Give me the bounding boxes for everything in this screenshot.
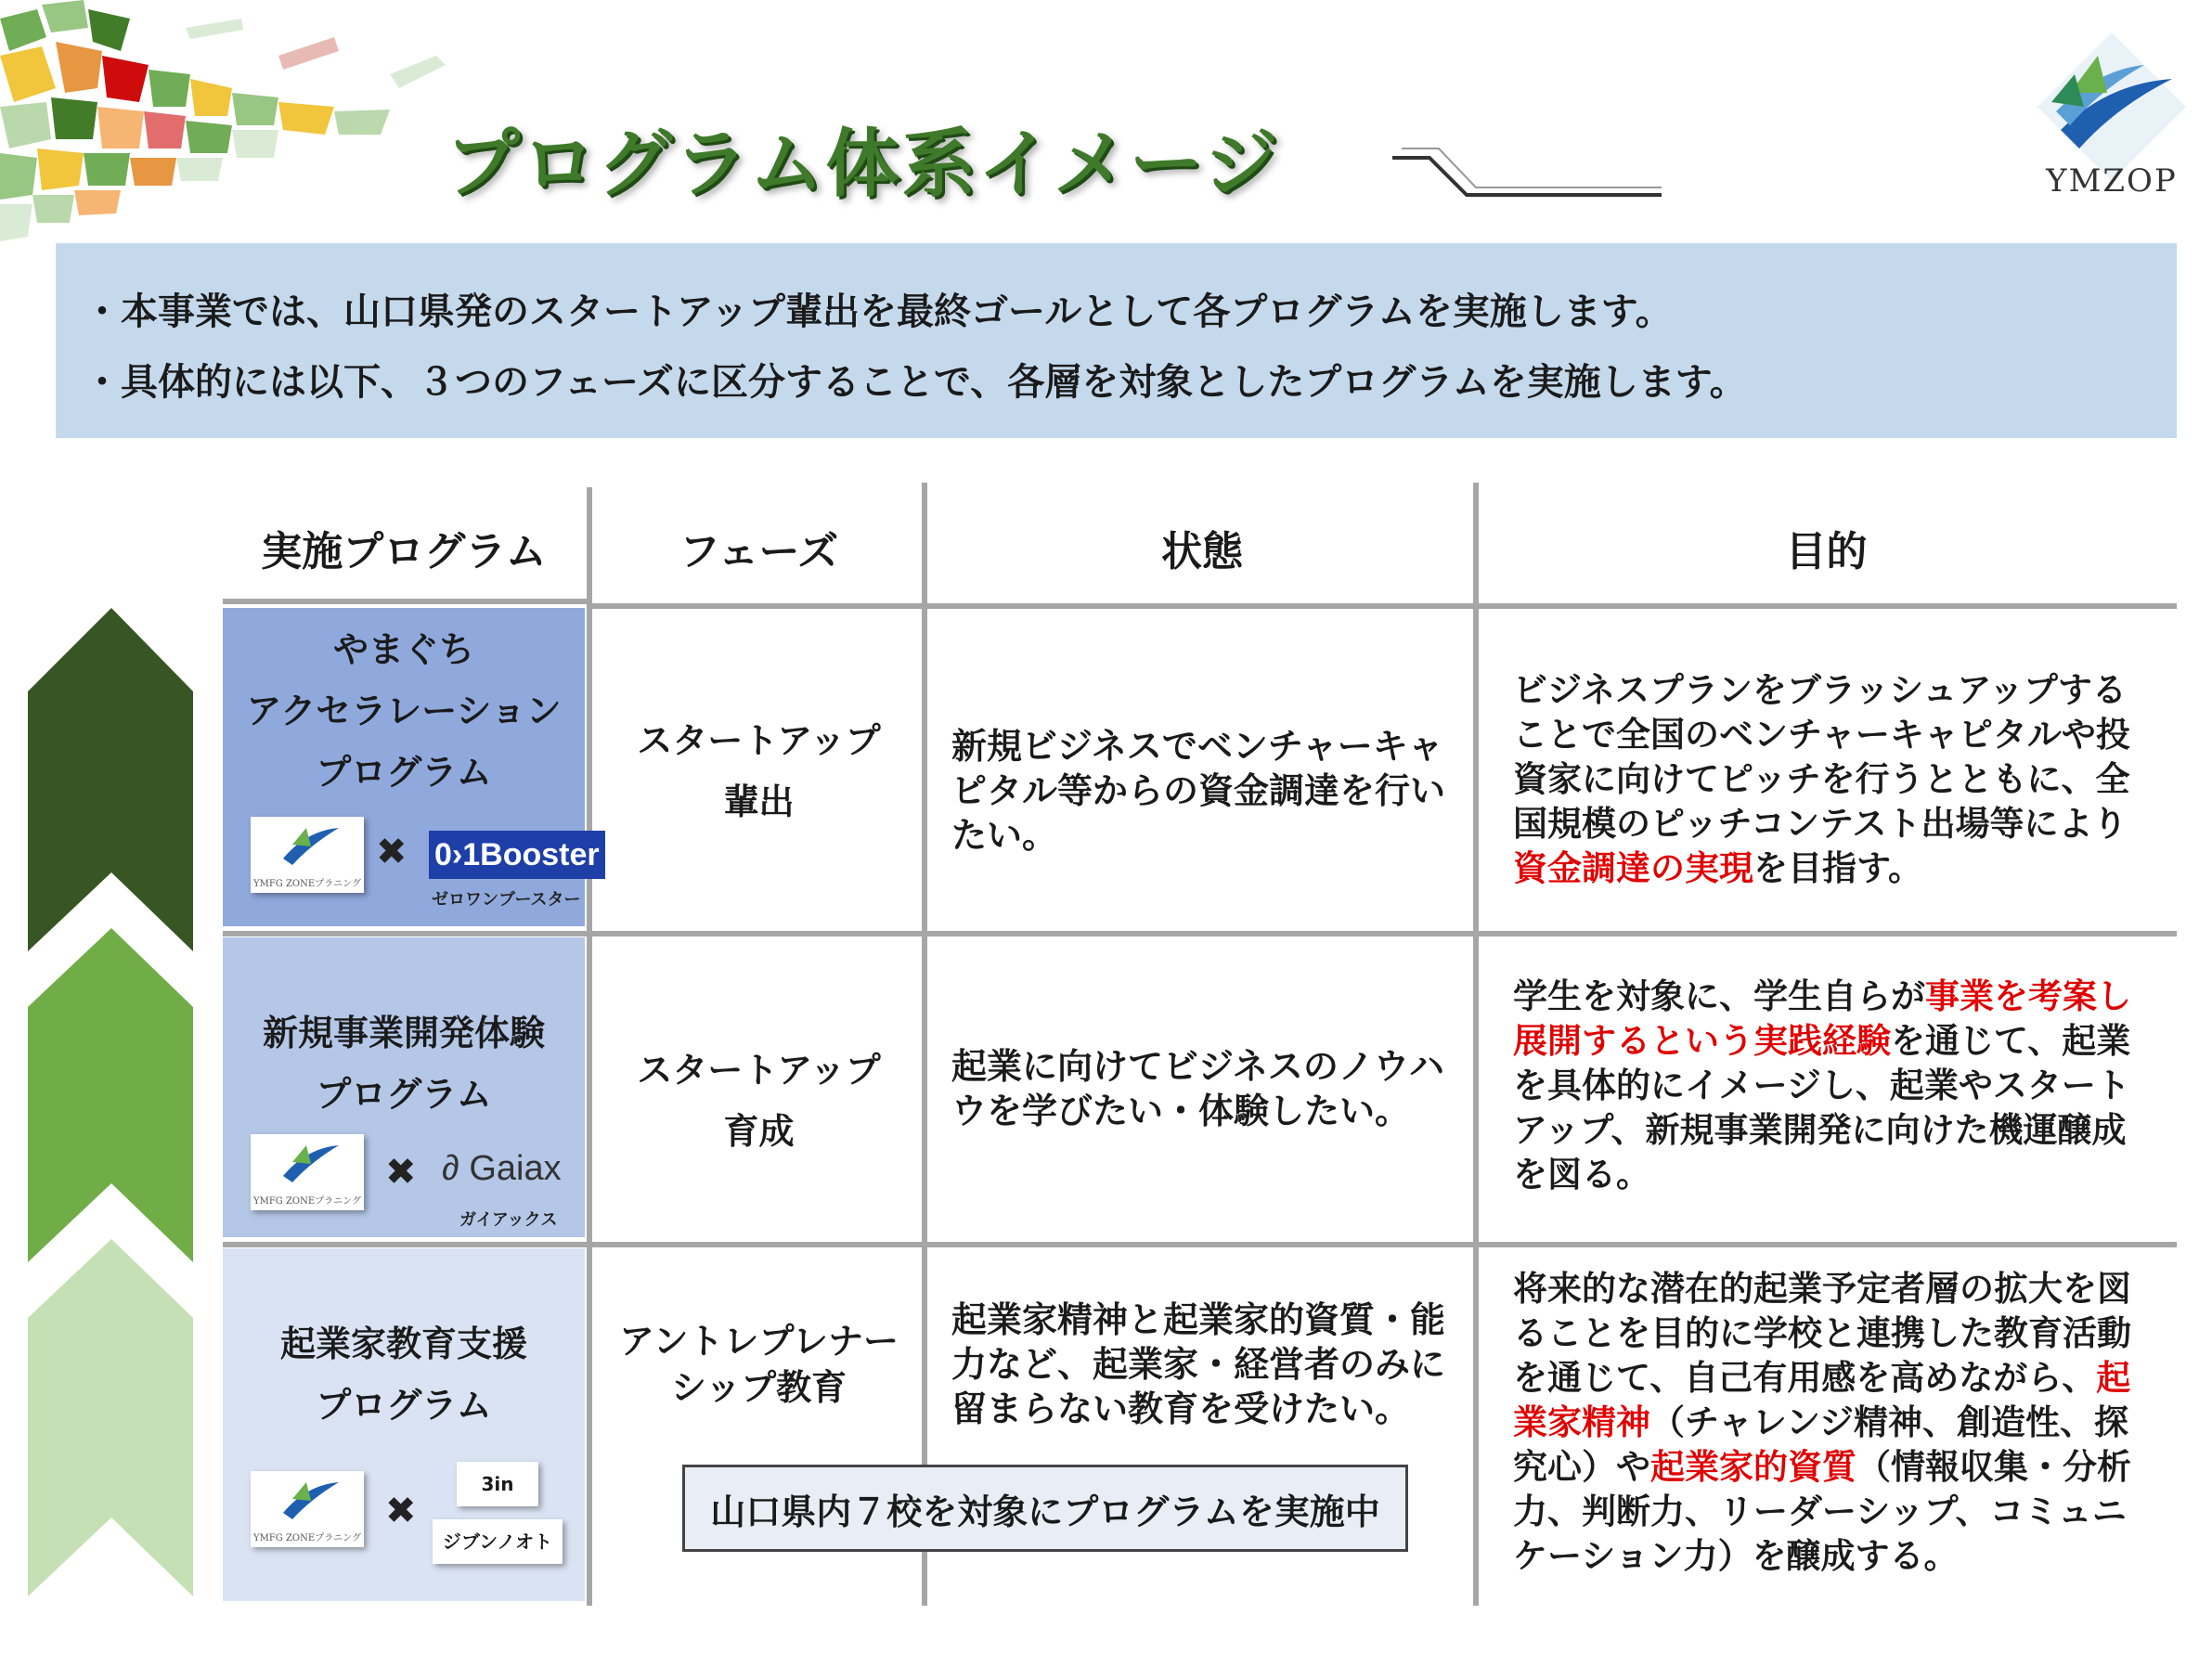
partner-caption: ガイアックス <box>459 1210 558 1230</box>
ymfg-logo: YMFG ZONEプラニング <box>251 817 364 893</box>
ymfg-logo: YMFG ZONEプラニング <box>251 1471 364 1547</box>
program-cell-1 <box>223 608 600 926</box>
program-name-line: 起業家教育支援 <box>279 1324 527 1364</box>
decorative-mosaic <box>0 0 483 278</box>
arrow-3 <box>28 1239 193 1596</box>
phase-cell-1: スタートアップ 輩出 <box>637 720 881 822</box>
purpose-cell-3: 将来的な潜在的起業予定者層の拡大を図ることを目的に学校と連携した教育活動を通じて、自己有用感を高めながら、起業家精神（チャレンジ精神、創造性、探究心）や起業家的資質（情報収集・分析力、判断力、リーダーシップ、コミュニケーション力）を醸成する。 <box>1513 1269 2131 1576</box>
grid-line <box>587 487 592 1606</box>
title-underline <box>1392 139 1662 213</box>
summary-line-2: ・具体的には以下、３つのフェーズに区分することで、各層を対象としたプログラムを実施します。 <box>84 361 1747 404</box>
times-icon: ✖ <box>385 1490 417 1532</box>
times-icon: ✖ <box>376 831 407 873</box>
arrow-2 <box>28 928 193 1262</box>
arrow-1 <box>28 608 193 951</box>
ymfg-logo: YMFG ZONEプラニング <box>251 1134 364 1210</box>
program-name-line: やまぐち <box>332 629 474 670</box>
logo-text: YMZOP <box>2046 162 2178 200</box>
partner-logo-gaiax: ∂ Gaiax <box>442 1149 562 1188</box>
header-program: 実施プログラム <box>261 528 547 575</box>
page-title: プログラム体系イメージ <box>446 121 1280 207</box>
partner-logo-booster: 0›1Booster <box>429 831 605 879</box>
program-cell-2 <box>223 937 585 1237</box>
phase-arrows <box>28 608 195 1601</box>
program-name-line: アクセラレーション <box>246 691 562 731</box>
header-state: 状態 <box>1161 528 1243 575</box>
grid-line <box>589 603 2177 609</box>
program-name-line: プログラム <box>316 1074 492 1115</box>
notice-box: 山口県内７校を対象にプログラムを実施中 <box>682 1465 1408 1552</box>
purpose-cell-2: 学生を対象に、学生自らが事業を考案し展開するという実践経験を通じて、起業を具体的にイメージし、起業やスタートアップ、新規事業開発に向けた機運醸成を図る。 <box>1513 976 2131 1195</box>
program-name-line: 新規事業開発体験 <box>262 1013 545 1053</box>
grid-line <box>223 931 2177 936</box>
partner-logo-3in: 3in <box>457 1462 538 1506</box>
header-phase: フェーズ <box>679 528 839 575</box>
purpose-cell-1: ビジネスプランをブラッシュアップすることで全国のベンチャーキャピタルや投資家に向けてピッチを行うとともに、全国規模のピッチコンテスト出場等により資金調達の実現を目指す。 <box>1513 670 2130 888</box>
program-name-line: プログラム <box>316 1385 492 1426</box>
grid-line <box>1473 483 1479 1606</box>
state-cell-1: 新規ビジネスでベンチャーキャピタル等からの資金調達を行いたい。 <box>951 726 1446 856</box>
state-cell-2: 起業に向けてビジネスのノウハウを学びたい・体験したい。 <box>951 1046 1444 1131</box>
header-purpose: 目的 <box>1785 528 1868 575</box>
grid-line <box>223 599 589 604</box>
program-name-line: プログラム <box>316 752 492 793</box>
phase-cell-3: アントレプレナー シップ教育 <box>619 1321 899 1408</box>
summary-line-1: ・本事業では、山口県発のスタートアップ輩出を最終ゴールとして各プログラムを実施します。 <box>84 291 1673 333</box>
partner-caption: ゼロワンブースター <box>432 890 581 910</box>
state-cell-3: 起業家精神と起業家的資質・能力など、起業家・経営者のみに留まらない教育を受けたい。 <box>951 1299 1446 1429</box>
summary-box <box>56 243 2177 438</box>
program-cell-3 <box>223 1248 585 1601</box>
grid-line <box>223 1242 2177 1247</box>
phase-cell-2: スタートアップ 育成 <box>637 1050 881 1152</box>
times-icon: ✖ <box>385 1151 417 1194</box>
partner-logo-jibunnote: ジブンノオト <box>433 1519 563 1564</box>
